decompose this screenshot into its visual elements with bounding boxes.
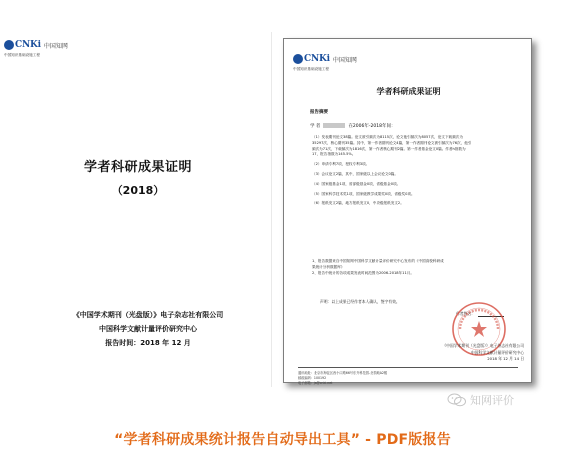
- report-issuer: [384, 343, 524, 363]
- cover-report-date: 报告时间：2018 年 12 月: [105, 339, 191, 347]
- intro-suffix: 在2006年-2018年间：: [348, 124, 396, 129]
- cnki-subtitle: 中国知识基础设施工程: [4, 53, 40, 57]
- report-item: 17，报告指数为145.5%。: [312, 152, 356, 157]
- intro-prefix: 学 者: [310, 124, 321, 129]
- report-item: （2）申请专利7项，授权专利3项。: [312, 162, 370, 167]
- contact-address: 通讯地址：北京市海淀区西小口路66号东升科技园-北领地A2楼: [298, 371, 388, 375]
- signature-label: 作者签名：: [456, 311, 475, 316]
- report-item: （4）国家级基金1项，省部级基金0项，省级基金0项。: [312, 181, 401, 186]
- cnki-logo: [4, 40, 74, 62]
- cnki-globe-icon: [4, 40, 14, 50]
- contact-postcode: 邮政编码：100192: [298, 376, 327, 380]
- issuer-line2: 中国科学文献计量评价研究中心: [470, 349, 524, 355]
- report-intro: [310, 123, 395, 129]
- report-note: 2、报告中统计的各项成果发表时间范围为2006-2018年11月。: [312, 271, 414, 275]
- cover-footer: [24, 308, 272, 350]
- cover-year: （2018）: [111, 184, 165, 197]
- report-declaration: 声明：以上成果已经作者本人确认，签字有效。: [320, 299, 400, 304]
- cnki-brand: CNKi: [304, 54, 330, 64]
- report-title: 学者科研成果证明: [376, 87, 441, 96]
- report-notes: [312, 258, 512, 276]
- cnki-brand-cn: 中国知网: [43, 42, 68, 50]
- issuer-line1: 《中国学术期刊（光盘版）》电子杂志社有限公司: [442, 343, 524, 348]
- redacted-name: [323, 123, 345, 128]
- report-item: （3）会议论文2篇，其中，国家级以上会议论文0篇。: [312, 171, 398, 176]
- cover-publisher-line2: 中国科学文献计量评价研究中心: [99, 325, 197, 333]
- cnki-brand-cn: 中国知网: [332, 56, 357, 64]
- watermark-text: 知网评价: [470, 394, 514, 407]
- report-cnki-logo: [293, 54, 363, 76]
- cnki-subtitle: 中国知识基础设施工程: [293, 67, 329, 71]
- report-item: （5）国家科学技术奖1项，国家级教学成果奖0项，省级奖0项。: [312, 191, 415, 196]
- report-summary-label: 报告摘要: [310, 110, 328, 115]
- report-item: 频次为71次，下载频次为1816次，第一作者核心期刊2篇。第一作者基金论文0篇。作者h指数为: [312, 146, 466, 151]
- report-contact: [298, 371, 387, 386]
- cover-publisher-line1: 《中国学术期刊（光盘版）》电子杂志社有限公司: [72, 311, 224, 319]
- report-item: 35297次，核心期刊35篇。其中，第一作者期刊论文4篇，第一作者期刊论文被引频次为76次，他引: [312, 140, 472, 145]
- report-divider: [298, 367, 518, 368]
- wechat-icon: [447, 393, 467, 407]
- report-note: 1、报告数据来自中国知网中国科学文献计量评价研究中心发布的《中国高校科研成: [312, 259, 444, 263]
- cnki-brand: CNKi: [15, 40, 41, 50]
- report-item: （6）报纸发文2篇，地方报纸发文0，中央级报纸发文2。: [312, 201, 404, 206]
- report-item: （1）发表期刊论文38篇。论文被引频次为8115次，论文他引频次为8057次，论文下载频次为: [312, 135, 463, 139]
- caption: “学者科研成果统计报告自动导出工具” - PDF版报告: [114, 432, 451, 448]
- watermark: [447, 392, 514, 408]
- cnki-globe-icon: [293, 54, 303, 64]
- cover-title: 学者科研成果证明: [83, 160, 192, 175]
- report-note: 果统计分析数据库》: [312, 265, 345, 269]
- report-items: [312, 135, 512, 207]
- report-page: [283, 38, 532, 383]
- issuer-date: 2018 年 12 月 14 日: [487, 356, 524, 361]
- contact-email: 电子邮箱：js@cnki.net: [298, 381, 333, 385]
- cover-page: [4, 32, 272, 387]
